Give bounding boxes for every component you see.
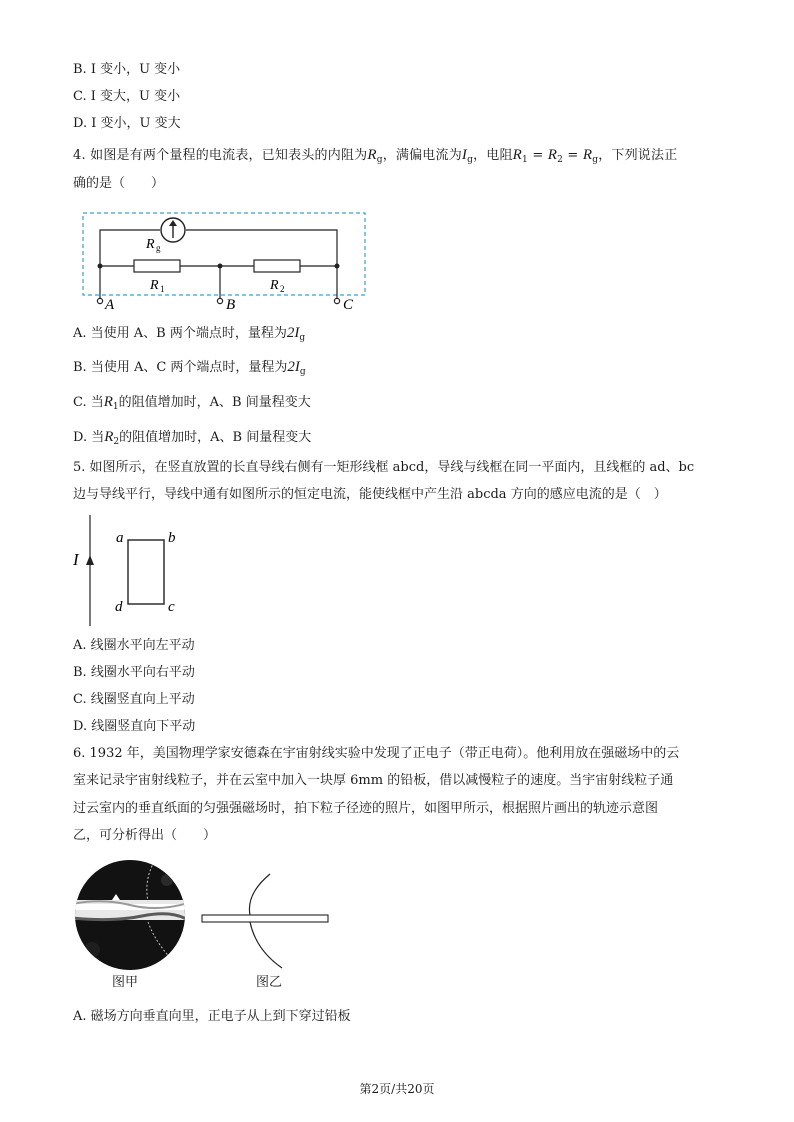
q5-option-a: A. 线圈水平向左平动 [73,638,195,653]
q5-wire-frame-diagram [70,512,190,630]
corner-c: c [168,599,175,615]
r2-label: R [270,278,279,293]
q4-stem-line1: 4. 如图是有两个量程的电流表，已知表头的内阻为$R_g$，满偏电流为$I_g$，电阻$R_1 = R_2 = R_g$，下列说法正 [73,147,678,165]
track-upper [249,874,270,915]
q4-option-b: B. 当使用 A、C 两个端点时，量程为$2I_g$ [73,359,306,377]
dashed-box [83,213,365,295]
q4-option-c: C. 当$R_1$的阻值增加时，A、B 间量程变大 [73,394,311,412]
q4-option-a: A. 当使用 A、B 两个端点时，量程为$2I_g$ [73,325,306,343]
track-lower [250,922,282,968]
terminal-c-label: C [343,297,354,313]
q6-option-a: A. 磁场方向垂直向里，正电子从上到下穿过铅板 [73,1009,351,1024]
q4-circuit-diagram [80,210,370,315]
q5-option-d: D. 线圈竖直向下平动 [73,719,196,734]
rg-label: R [146,237,155,252]
r1-sub: 1 [160,284,165,294]
current-arrow-icon [86,555,94,565]
trajectory-sketch [200,872,332,970]
cloud-chamber-photo [72,860,188,972]
corner-b: b [168,530,176,546]
q3-option-b: B. I 变小，U 变小 [73,62,181,77]
terminal-c [334,298,339,303]
q3-option-c: C. I 变大，U 变小 [73,89,181,104]
terminal-a [97,298,102,303]
current-label: I [73,550,79,569]
q5-stem-line2: 边与导线平行，导线中通有如图所示的恒定电流，能使线框中产生沿 abcda 方向的感应电流的是（ ） [73,487,667,502]
q6-stem-line2: 室来记录宇宙射线粒子，并在云室中加入一块厚 6mm 的铅板，借以减慢粒子的速度。当宇宙射线粒子通 [73,773,674,788]
terminal-b-label: B [226,297,236,313]
r1-label: R [150,278,159,293]
rectangular-frame [128,540,164,604]
fig2-caption: 图乙 [256,975,283,990]
q6-stem-line3: 过云室内的垂直纸面的匀强强磁场时，拍下粒子径迹的照片，如图甲所示，根据照片画出的轨迹示意图 [73,801,659,816]
fig1-caption: 图甲 [112,975,139,990]
q6-stem-line4: 乙，可分析得出（ ） [73,828,217,843]
rg-sub: g [156,243,161,253]
q5-option-b: B. 线圈水平向右平动 [73,665,195,680]
q3-option-d: D. I 变小，U 变大 [73,116,181,131]
lead-plate [202,915,328,922]
r2-sub: 2 [280,284,285,294]
corner-d: d [115,599,123,615]
q5-stem-line1: 5. 如图所示，在竖直放置的长直导线右侧有一矩形线框 abcd，导线与线框在同一平面内，且线框的 ad、bc [73,460,695,475]
terminal-a-label: A [105,297,115,313]
resistor-r2 [254,260,300,272]
corner-a: a [116,530,124,546]
q5-option-c: C. 线圈竖直向上平动 [73,692,195,707]
q4-stem-line2: 确的是（ ） [73,176,165,191]
terminal-b [217,298,222,303]
q6-stem-line1: 6. 1932 年，美国物理学家安德森在宇宙射线实验中发现了正电子（带正电荷）。他利用放在强磁场中的云 [73,746,680,761]
q4-option-d: D. 当$R_2$的阻值增加时，A、B 间量程变大 [73,429,312,447]
page-footer: 第2页/共20页 [359,1082,435,1096]
resistor-r1 [134,260,180,272]
